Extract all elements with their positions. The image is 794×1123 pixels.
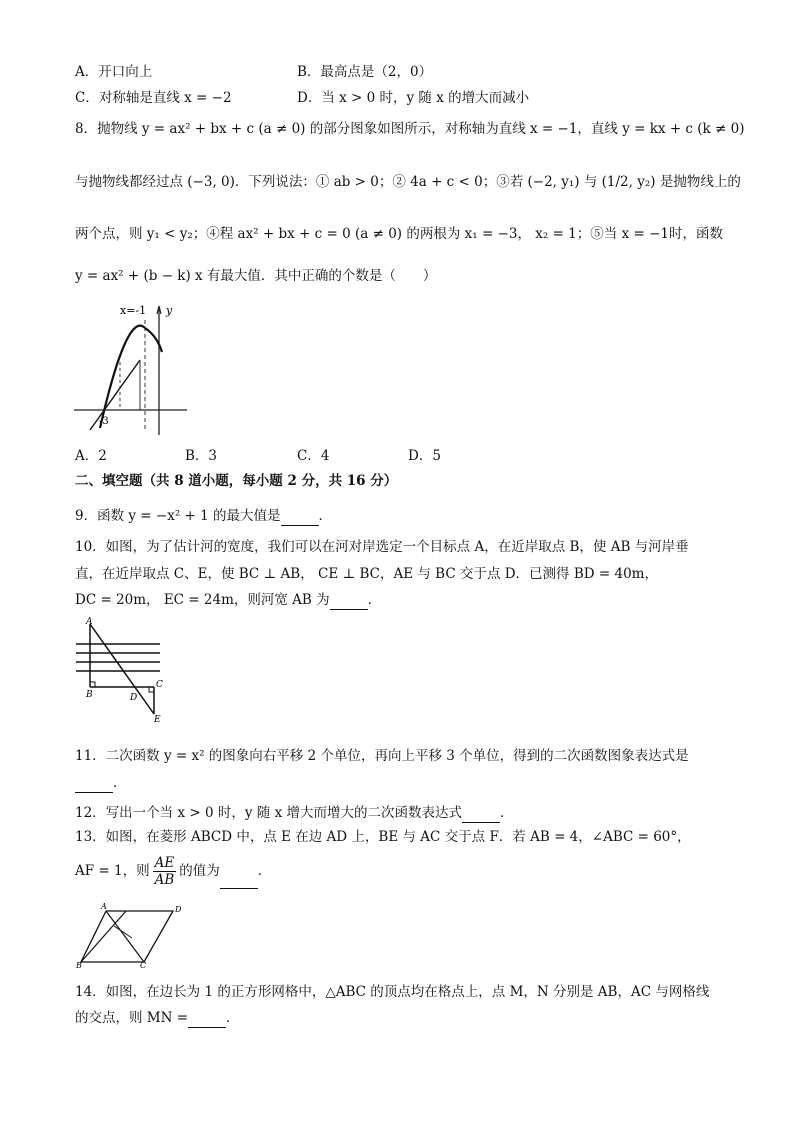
q8-line-1: 8．抛物线 y = ax² + bx + c (a ≠ 0) 的部分图象如图所示，对称轴为直线 x = −1，直线 y = kx + c (k ≠ 0) — [75, 121, 745, 137]
q10-answer-blank[interactable] — [330, 595, 368, 610]
q13-line-1: 13．如图，在菱形 ABCD 中，点 E 在边 AD 上，BE 与 AC 交于点 F．若 AB = 4，∠ABC = 60°， — [75, 829, 691, 845]
q8-option-c: C．4 — [297, 448, 330, 464]
q13-label-d: D — [175, 905, 182, 914]
q10-text: DC = 20m， EC = 24m，则河宽 AB 为 — [75, 592, 330, 608]
q13-rhombus-figure — [76, 904, 186, 968]
q14-line-2 — [75, 1008, 240, 1028]
q8-line-2: 与抛物线都经过点 (−3, 0)．下列说法：① ab > 0；② 4a + c < 0；③若 (−2, y₁) 与 (1/2, y₂) 是抛物线上的 — [75, 174, 741, 190]
q7-option-c: C．对称轴是直线 x = −2 — [75, 90, 232, 106]
q13-text-post: 的值为 — [179, 863, 220, 879]
q12-line — [75, 803, 513, 823]
q13-diagonal-ac — [106, 911, 144, 962]
q14-end: ． — [226, 1010, 240, 1026]
q8-label-y: y — [166, 304, 173, 317]
q7-option-a: A．开口向上 — [75, 64, 153, 80]
q7-option-d: D．当 x > 0 时，y 随 x 的增大而减小 — [297, 90, 530, 106]
q10-label-d: D — [130, 693, 138, 703]
q14-answer-blank[interactable] — [188, 1013, 226, 1028]
q13-label-a: A — [101, 902, 107, 911]
q13-line-2 — [75, 853, 271, 889]
q11-answer-blank[interactable] — [75, 778, 113, 793]
q12-end: ． — [499, 805, 514, 821]
q11-line-1: 11．二次函数 y = x² 的图象向右平移 2 个单位，再向上平移 3 个单位，得到的二次函数图象表达式是 — [75, 748, 689, 764]
q13-segment-be — [81, 911, 126, 962]
q13-text-pre: AF = 1，则 — [75, 863, 150, 879]
q7-option-b: B．最高点是（2，0） — [297, 64, 433, 80]
q12-text: 12．写出一个当 x > 0 时，y 随 x 增大而增大的二次函数表达式 — [75, 805, 462, 821]
q13-fraction-numerator: AE — [154, 855, 175, 871]
q8-option-b: B．3 — [185, 448, 218, 464]
q9-end: ． — [318, 508, 333, 524]
q13-label-c: C — [140, 961, 147, 970]
q10-end: ． — [367, 592, 382, 608]
q13-rhombus — [81, 911, 173, 962]
q8-parabola-figure — [72, 300, 192, 440]
q14-line-1: 14．如图，在边长为 1 的正方形网格中，△ABC 的顶点均在格点上，点 M，N 分别是 AB，AC 与网格线 — [75, 984, 710, 1000]
q10-line-2: 直，在近岸取点 C、E，使 BC ⊥ AB， CE ⊥ BC，AE 与 BC 交于点 D．已测得 BD = 40m， — [75, 566, 658, 582]
q13-label-b: B — [76, 961, 82, 970]
q8-label-neg3: -3 — [99, 416, 109, 427]
q14-text: 的交点，则 MN = — [75, 1010, 189, 1026]
q9-line — [75, 506, 332, 526]
q9-answer-blank[interactable] — [281, 511, 319, 526]
q13-end: ． — [257, 863, 272, 879]
q10-river-figure — [74, 618, 174, 724]
q8-parabola-curve — [100, 326, 162, 428]
q9-text: 9．函数 y = −x² + 1 的最大值是 — [75, 508, 281, 524]
q10-label-e: E — [154, 715, 161, 725]
q13-fraction-denominator: AB — [154, 872, 175, 888]
q13-fraction — [153, 855, 177, 888]
q12-answer-blank[interactable] — [462, 808, 500, 823]
q10-line-3 — [75, 590, 381, 610]
q8-option-d: D．5 — [408, 448, 441, 464]
q8-line-4: y = ax² + (b − k) x 有最大值．其中正确的个数是（ ） — [75, 268, 437, 284]
q10-line-1: 10．如图，为了估计河的宽度，我们可以在河对岸选定一个目标点 A，在近岸取点 B，使 AB 与河岸垂 — [75, 539, 689, 555]
q11-line-2 — [75, 773, 127, 793]
q10-label-c: C — [156, 680, 163, 690]
section-heading-fill-in: 二、填空题（共 8 道小题，每小题 2 分，共 16 分） — [75, 473, 398, 489]
q11-end: ． — [113, 775, 127, 791]
q10-label-b: B — [86, 690, 93, 700]
q8-option-a: A．2 — [75, 448, 107, 464]
q8-label-axis: x=-1 — [120, 304, 147, 317]
q8-line-3: 两个点，则 y₁ < y₂；④程 ax² + bx + c = 0 (a ≠ 0) 的两根为 x₁ = −3， x₂ = 1；⑤当 x = −1时，函数 — [75, 226, 723, 242]
q13-answer-blank[interactable] — [220, 874, 258, 889]
q10-label-a: A — [86, 617, 93, 627]
q10-segment-ae — [90, 624, 154, 714]
